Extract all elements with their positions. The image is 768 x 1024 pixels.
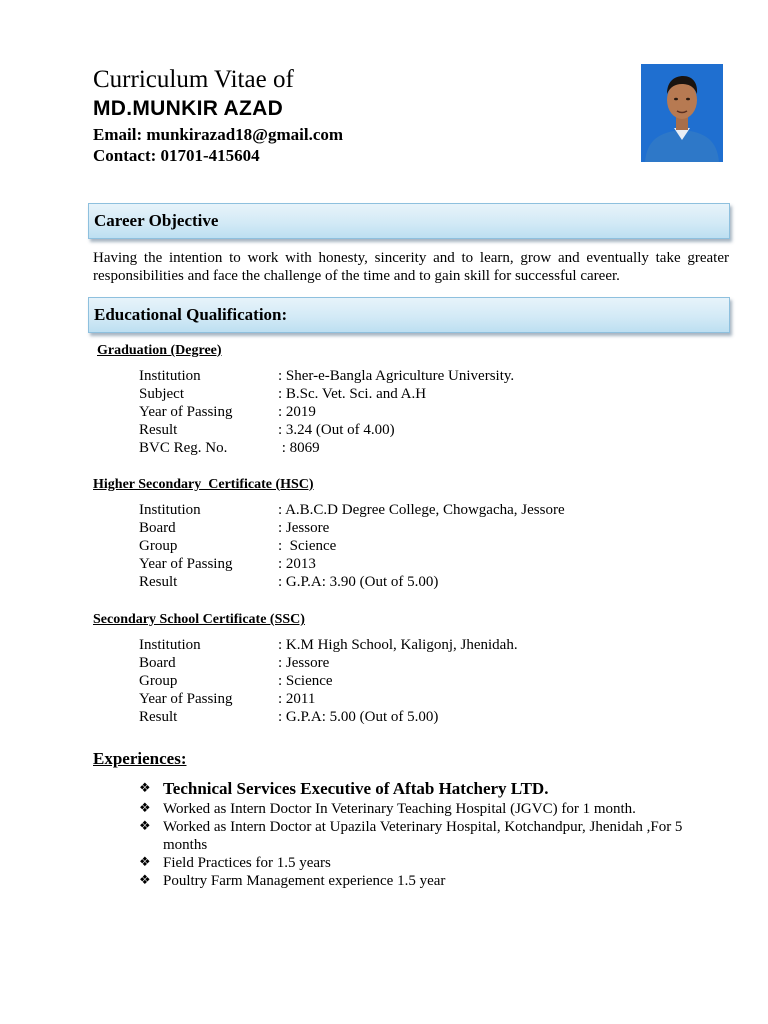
diamond-bullet-icon: ❖ [139, 781, 151, 796]
field-value: : 2019 [278, 404, 316, 420]
candidate-name: MD.MUNKIR AZAD [93, 97, 284, 120]
graduation-details [139, 367, 699, 457]
field-value: : A.B.C.D Degree College, Chowgacha, Jessore [278, 502, 565, 518]
experience-text: Field Practices for 1.5 years [163, 855, 331, 871]
field-label: Result [139, 422, 178, 438]
contact-line: Contact: 01701-415604 [93, 146, 260, 165]
field-value: : Sher-e-Bangla Agriculture University. [278, 368, 515, 384]
field-label: Board [139, 520, 176, 536]
ssc-heading: Secondary School Certificate (SSC) [93, 612, 305, 627]
field-value: : K.M High School, Kaligonj, Jhenidah. [278, 637, 518, 653]
career-objective-heading: Career Objective [94, 211, 219, 230]
field-value: : Jessore [278, 655, 330, 671]
field-value: : 2013 [278, 556, 316, 572]
ssc-row-result [139, 708, 699, 726]
field-label: Institution [139, 637, 201, 653]
career-objective-bar [88, 203, 730, 239]
field-value: : B.Sc. Vet. Sci. and A.H [278, 386, 427, 402]
ssc-row-year [139, 690, 699, 708]
graduation-row-bvc [139, 439, 699, 457]
experience-item [139, 818, 723, 854]
field-value: : Science [278, 538, 337, 554]
field-label: Board [139, 655, 176, 671]
diamond-bullet-icon: ❖ [139, 855, 151, 870]
experiences-list [139, 778, 739, 890]
experience-item [139, 854, 739, 872]
hsc-row-institution [139, 501, 699, 519]
hsc-row-result [139, 573, 699, 591]
cv-title: Curriculum Vitae of [93, 66, 294, 93]
field-label: Subject [139, 386, 184, 402]
diamond-bullet-icon: ❖ [139, 819, 151, 834]
career-objective-text: Having the intention to work with honesty, sincerity and to learn, grow and eventually take greater responsibilities and face the challenge of the time and to gain skill for successful career. [93, 250, 729, 284]
field-value: : Jessore [278, 520, 330, 536]
experience-text: Worked as Intern Doctor In Veterinary Teaching Hospital (JGVC) for 1 month. [163, 801, 636, 817]
field-label: Year of Passing [139, 691, 233, 707]
diamond-bullet-icon: ❖ [139, 873, 151, 888]
field-label: Year of Passing [139, 404, 233, 420]
ssc-row-institution [139, 636, 699, 654]
ssc-row-group [139, 672, 699, 690]
diamond-bullet-icon: ❖ [139, 801, 151, 816]
field-label: Group [139, 538, 178, 554]
field-value: : Science [278, 673, 333, 689]
graduation-row-year [139, 403, 699, 421]
field-label: Group [139, 673, 178, 689]
field-value: : G.P.A: 3.90 (Out of 5.00) [278, 574, 439, 590]
field-value: : 8069 [278, 440, 320, 456]
experience-text: Poultry Farm Management experience 1.5 year [163, 873, 446, 889]
profile-photo [641, 64, 723, 162]
experience-item [139, 778, 739, 800]
email-line: Email: munkirazad18@gmail.com [93, 125, 344, 144]
graduation-row-institution [139, 367, 699, 385]
graduation-heading: Graduation (Degree) [97, 343, 222, 358]
field-label: Institution [139, 368, 201, 384]
field-label: Result [139, 709, 178, 725]
experience-text: Technical Services Executive of Aftab Hatchery LTD. [163, 779, 549, 798]
graduation-row-subject [139, 385, 699, 403]
experience-item [139, 872, 739, 890]
field-label: BVC Reg. No. [139, 440, 228, 456]
experience-text: Worked as Intern Doctor at Upazila Veterinary Hospital, Kotchandpur, Jhenidah ,For 5 months [163, 819, 683, 853]
field-value: : 2011 [278, 691, 316, 707]
hsc-details [139, 501, 699, 591]
field-label: Institution [139, 502, 201, 518]
hsc-row-year [139, 555, 699, 573]
experience-item [139, 800, 739, 818]
field-value: : G.P.A: 5.00 (Out of 5.00) [278, 709, 439, 725]
field-label: Year of Passing [139, 556, 233, 572]
education-bar [88, 297, 730, 333]
experiences-heading: Experiences: [93, 749, 187, 768]
hsc-heading: Higher Secondary Certificate (HSC) [93, 477, 314, 492]
hsc-row-board [139, 519, 699, 537]
field-value: : 3.24 (Out of 4.00) [278, 422, 395, 438]
ssc-row-board [139, 654, 699, 672]
hsc-row-group [139, 537, 699, 555]
field-label: Result [139, 574, 178, 590]
ssc-details [139, 636, 699, 726]
graduation-row-result [139, 421, 699, 439]
education-heading: Educational Qualification: [94, 305, 288, 324]
